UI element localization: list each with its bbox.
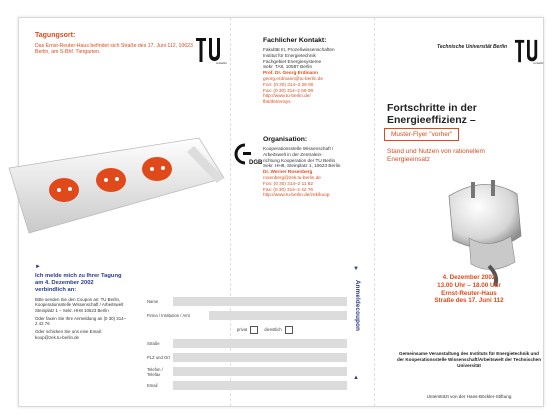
plz-field-row bbox=[147, 353, 347, 362]
privat-label: privat bbox=[237, 327, 248, 332]
coupon-label: Anmeldecoupon bbox=[354, 280, 361, 332]
event-venue: Ernst-Reuter-Haus bbox=[441, 289, 497, 297]
contact-line: Institut für Energietechnik bbox=[263, 52, 316, 58]
dgb-logo bbox=[231, 142, 267, 166]
organisation-fax: Fax: (0 30) 314–2 42 76 bbox=[263, 186, 314, 192]
organisation-phone: Fon: (0 30) 314–2 11 82 bbox=[263, 180, 313, 186]
registration-instruction: Oder schicken Sie uns eine Email: koop@zek.tu-berlin.de bbox=[35, 329, 102, 340]
registration-instruction: Bitte senden Sie den Coupon an: TU Berlin, Kooperationsstelle Wissenschaft / Arbeitswelt Steinplatz 1 – Sekr. HH8 10623 Berlin bbox=[35, 297, 124, 313]
contact-line: Sekr. TA8, 10587 Berlin bbox=[263, 64, 313, 70]
tu-berlin-logo bbox=[195, 36, 227, 66]
contact-line: Fachgebiet Energiesysteme bbox=[263, 58, 322, 64]
organisation-person: Dr. Werner Rosenberg bbox=[263, 169, 313, 175]
organisation-line: Arbeitswelt in der Zentralein- bbox=[263, 151, 323, 157]
registration-instruction: Oder faxen Sie Ihre Anmeldung an (0 30) 314–2 42 76 bbox=[35, 315, 127, 327]
registration-fields bbox=[147, 297, 347, 395]
tu-berlin-logo-cover bbox=[514, 38, 544, 66]
arrow-up-icon: ▲ bbox=[353, 375, 359, 381]
organisation-line: richtung Kooperation der TU Berlin bbox=[263, 157, 336, 163]
flyer-subtitle: Stand und Nutzen von rationellem Energieeinsatz bbox=[387, 148, 485, 163]
contact-heading: Fachlicher Kontakt: bbox=[263, 37, 327, 44]
arrow-down-icon: ▼ bbox=[353, 266, 359, 272]
event-address: Straße des 17. Juni 112 bbox=[434, 297, 504, 305]
flyer-sheet bbox=[18, 17, 544, 407]
sample-badge: Muster-Flyer "vorher" bbox=[384, 128, 459, 141]
venue-block bbox=[35, 32, 205, 56]
plz-label: PLZ und Ort bbox=[147, 355, 170, 360]
event-time: 13.00 Uhr – 18.00 Uhr bbox=[437, 281, 501, 289]
arrow-right-icon: ► bbox=[35, 264, 41, 270]
email-label: Email bbox=[147, 383, 158, 388]
organisation-line: Sekr. HH8, Steinplatz 1, 10623 Berlin bbox=[263, 163, 341, 169]
plug-image bbox=[429, 176, 549, 286]
contact-email-link[interactable]: georg.erdmann@tu-berlin.de bbox=[263, 75, 324, 81]
event-date: 4. Dezember 2002 bbox=[442, 274, 496, 281]
venue-text: Das Ernst-Reuter-Haus befindet sich Straße des 17. Juni 112, 10623 Berlin, am S-Bhf. Tiergarten. bbox=[35, 43, 193, 56]
registration-title: Ich melde mich zu Ihrer Tagung am 4. Dezember 2002 verbindlich an: bbox=[35, 273, 122, 293]
telefon-input[interactable] bbox=[173, 367, 347, 376]
telefon-field-row bbox=[147, 367, 347, 376]
strasse-input[interactable] bbox=[173, 339, 347, 348]
power-strip-image bbox=[19, 138, 230, 233]
contact-block bbox=[263, 37, 373, 105]
firma-field-row bbox=[147, 311, 347, 320]
telefon-label: Telefon / Telefax bbox=[147, 366, 163, 377]
university-name: Technische Universität Berlin bbox=[437, 44, 508, 50]
dienstlich-label: dienstlich bbox=[264, 327, 282, 332]
organisation-email-link[interactable]: rosenberg@zek.tu-berlin.de bbox=[263, 174, 321, 180]
registration-coupon bbox=[35, 264, 335, 388]
contact-line: Fakultät III, Prozeßwissenschaften bbox=[263, 47, 335, 52]
contact-phone: Fon: (0 30) 314–2 28 90 bbox=[263, 81, 314, 87]
organisation-line: Kooperationsstelle Wissenschaft / bbox=[263, 146, 334, 151]
dienstlich-checkbox[interactable] bbox=[285, 326, 293, 334]
address-type-row bbox=[147, 325, 347, 334]
tu-logo-cover-text: tu berlin bbox=[533, 61, 544, 66]
privat-checkbox[interactable] bbox=[250, 326, 258, 334]
organizers-text: Gemeinsame Veranstaltung des Instituts für Energietechnik und der Kooperationsstelle Wissenschaft/Arbeitswelt der Technischen Universität bbox=[396, 351, 542, 368]
fold-line-right bbox=[374, 18, 375, 406]
organisation-url-link[interactable]: http://www.tu-berlin.de/zek/koop bbox=[263, 192, 330, 198]
organisation-block bbox=[263, 136, 373, 198]
plz-input[interactable] bbox=[173, 353, 347, 362]
name-label: Name bbox=[147, 299, 159, 304]
organisation-heading: Organisation: bbox=[263, 136, 308, 143]
support-text: Unterstützt von der Hans-Böckler-Stiftung bbox=[426, 394, 512, 399]
firma-label: Firma / Institution / Amt bbox=[147, 313, 190, 318]
email-field-row bbox=[147, 381, 347, 390]
contact-fax: Fax: (0 30) 314–2 69 08 bbox=[263, 87, 314, 93]
contact-url-link[interactable]: http://www.tu-berlin.de/ bbox=[263, 93, 311, 99]
firma-input[interactable] bbox=[209, 311, 347, 320]
name-field-row bbox=[147, 297, 347, 306]
venue-heading: Tagungsort: bbox=[35, 32, 76, 39]
event-details bbox=[399, 274, 539, 305]
strasse-field-row bbox=[147, 339, 347, 348]
email-input[interactable] bbox=[173, 381, 347, 390]
strasse-label: Straße bbox=[147, 341, 160, 346]
contact-person: Prof. Dr. Georg Erdmann bbox=[263, 70, 318, 76]
flyer-title: Fortschritte in der Energieeffizienz – bbox=[387, 102, 477, 126]
contact-url-link-cont[interactable]: fb6/ifet/ensys bbox=[263, 99, 291, 105]
dgb-logo-text: DGB bbox=[249, 160, 263, 166]
tu-logo-text: tu berlin bbox=[216, 61, 227, 65]
name-input[interactable] bbox=[173, 297, 347, 306]
